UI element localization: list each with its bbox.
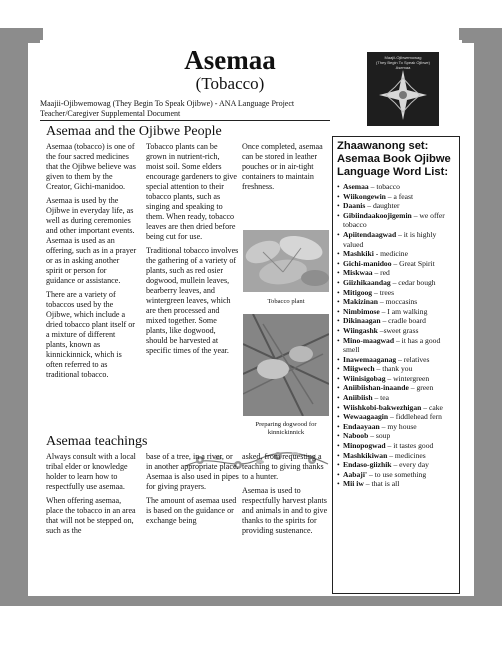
ojibwe-word: Endaayaan <box>343 421 380 431</box>
frame-bottom-edge <box>28 596 474 606</box>
ojibwe-word: Wewaagaagin <box>343 412 389 422</box>
cover-line: (They Begin To Speak Ojibwe) <box>376 60 430 65</box>
ojibwe-word: Naboob <box>343 431 369 441</box>
paragraph: There are a variety of tobaccos used by the Ojibwe, which include a dried tobacco plant itself or a mixture of different plants, known as kinnickinnick, which is often referred to as traditional tobacco. <box>46 290 135 379</box>
ojibwe-word: Wiinisigobag <box>343 373 386 383</box>
paragraph: asked, from requesting a teaching to giving thanks to a hunter. <box>242 452 324 481</box>
paragraph: When offering asemaa, place the tobacco in an area that will not be stepped on, such as the <box>46 496 136 535</box>
word-list-item <box>337 364 457 374</box>
ojibwe-word: Giizhikaandag <box>343 277 391 287</box>
word-list-box <box>332 136 460 594</box>
cover-line: Maajii-Ojibwemowag <box>384 55 422 60</box>
word-meaning: – my house <box>379 421 417 431</box>
word-meaning: – tea <box>372 393 390 403</box>
text-column <box>46 142 137 384</box>
word-meaning: – cradle board <box>380 316 426 326</box>
ojibwe-word: Endaso-giizhik <box>343 460 392 470</box>
word-meaning: - medicine <box>373 249 408 259</box>
dogwood-photo <box>243 314 329 416</box>
word-list-item <box>337 297 457 307</box>
word-list-item <box>337 470 457 480</box>
word-meaning: – fiddlehead fern <box>388 412 442 422</box>
word-meaning: – green <box>408 383 434 393</box>
cover-line: Asemaa <box>395 65 411 70</box>
word-list-item <box>337 460 457 470</box>
word-list-item <box>337 278 457 288</box>
word-list-item <box>337 431 457 441</box>
word-meaning: – every day <box>391 460 429 470</box>
word-meaning: – moccasins <box>378 297 418 307</box>
ojibwe-word: Aabaji' <box>343 469 368 479</box>
ojibwe-word: Mitigoog <box>343 287 373 297</box>
ojibwe-word: Nimbimose <box>343 306 380 316</box>
paragraph: The amount of asemaa used is based on the guidance or exchange being <box>146 496 237 525</box>
ojibwe-word: Dikinaagan <box>343 316 381 326</box>
ojibwe-word: Minopogwad <box>343 441 386 451</box>
word-list <box>337 182 457 489</box>
star-icon <box>377 68 429 122</box>
paragraph: Tobacco plants can be grown in nutrient-rich, moist soil. Some elders encourage gardeners to give special attention to their tobacco plants, such as singing and speaking to them. When ready, tobacco leaves are then dried before being cut for use. <box>146 142 238 241</box>
ojibwe-word: Wiishkobi-bakwezhigan <box>343 402 422 412</box>
word-meaning: – daughter <box>365 201 400 211</box>
word-list-item <box>337 451 457 461</box>
word-meaning: – relatives <box>396 354 430 364</box>
document-page <box>40 40 462 596</box>
frame-left <box>0 28 28 620</box>
text-column <box>242 142 330 196</box>
word-meaning: – it has a good smell <box>343 335 441 355</box>
word-list-item <box>337 230 457 249</box>
ojibwe-word: Inawemaaganag <box>343 354 397 364</box>
word-meaning: – soup <box>368 431 391 441</box>
word-list-item <box>337 479 457 489</box>
ojibwe-word: Gibiindaakoojigemin <box>343 210 412 220</box>
page-title: Asemaa <box>184 45 276 75</box>
word-meaning: – I am walking <box>379 306 428 316</box>
word-meaning: – medicines <box>387 450 426 460</box>
frame-bottom <box>0 606 502 650</box>
word-meaning: – it is highly valued <box>343 229 437 249</box>
word-meaning: – red <box>372 268 390 278</box>
ojibwe-word: Daanis <box>343 201 366 211</box>
text-column <box>242 452 330 540</box>
hands-branches-icon <box>243 314 329 416</box>
word-list-title: Zhaawanong set: Asemaa Book Ojibwe Language Word List: <box>337 140 451 178</box>
word-meaning: – cake <box>421 402 443 412</box>
book-cover-image <box>367 52 439 126</box>
word-list-item <box>337 201 457 211</box>
text-column <box>146 452 239 530</box>
ojibwe-word: Asemaa <box>343 182 369 191</box>
word-list-item <box>337 211 457 230</box>
ojibwe-word: Apiitendaagwad <box>343 229 397 239</box>
word-list-item <box>337 249 457 259</box>
word-list-item <box>337 355 457 365</box>
word-meaning: – tobacco <box>368 182 400 191</box>
word-meaning: – cedar bough <box>390 277 436 287</box>
tobacco-plant-photo <box>243 230 329 292</box>
word-list-item <box>337 374 457 384</box>
word-list-item <box>337 422 457 432</box>
plant-leaves-icon <box>243 230 329 292</box>
ojibwe-word: Wiikongewin <box>343 191 386 201</box>
paragraph: Traditional tobacco involves the gathering of a variety of plants, such as red osier dogwood, mullein leaves, bearberry leaves, and wintergreen leaves, which are then processed and mixed together. Some plants, like dogwood, should be harvested at specific times of the year. <box>146 246 239 355</box>
ojibwe-word: Gichi-manidoo <box>343 258 392 268</box>
word-list-item <box>337 441 457 451</box>
ojibwe-word: Mashkikiwan <box>343 450 388 460</box>
ojibwe-word: Aniibiish <box>343 393 373 403</box>
word-list-item <box>337 403 457 413</box>
ojibwe-word: Makizinan <box>343 297 379 307</box>
word-list-item <box>337 259 457 269</box>
word-meaning: – that is all <box>363 479 400 489</box>
paragraph: Asemaa (tobacco) is one of the four sacred medicines that the Ojibwe believe was given to them by the Creator, Gichi-manidoo. <box>46 142 136 191</box>
word-meaning: – it tastes good <box>385 441 434 451</box>
word-meaning: – wintergreen <box>385 373 430 383</box>
word-list-item <box>337 307 457 317</box>
word-meaning: – to use something <box>367 469 427 479</box>
word-list-item <box>337 316 457 326</box>
word-list-item <box>337 412 457 422</box>
word-meaning: – a feast <box>385 191 414 201</box>
word-meaning: – thank you <box>374 364 413 374</box>
paragraph: Asemaa is used by the Ojibwe in everyday life, as well as during ceremonies and other important events. Asemaa is used as an offering, such as in a prayer or as in asking another spirit or person for guidance or assistance. <box>46 196 137 285</box>
frame-right <box>474 28 502 620</box>
ojibwe-word: Miskwaa <box>343 268 373 278</box>
text-column <box>146 142 239 360</box>
project-info <box>40 99 360 119</box>
page-subtitle: (Tobacco) <box>195 74 265 93</box>
section-heading: Asemaa and the Ojibwe People <box>46 124 222 139</box>
paragraph: Asemaa is used to respectfully harvest plants and animals in and to give thanks to the spirits for providing sustenance. <box>242 486 328 535</box>
word-list-item <box>337 326 457 336</box>
word-meaning: – trees <box>372 287 395 297</box>
word-list-item <box>337 192 457 202</box>
text-column <box>46 452 137 540</box>
ojibwe-word: Miigwech <box>343 364 375 374</box>
ojibwe-word: Mino-maagwad <box>343 335 395 345</box>
word-meaning: –sweet grass <box>377 325 419 335</box>
project-line: Maajii-Ojibwemowag (They Begin To Speak Ojibwe) - ANA Language Project <box>40 99 295 108</box>
ojibwe-word: Mashkiki <box>343 249 374 259</box>
word-meaning: – we offer tobacco <box>343 210 445 230</box>
frame-top <box>0 0 502 28</box>
paragraph: Once completed, asemaa can be stored in leather pouches or in air-tight containers to maintain freshness. <box>242 142 323 191</box>
section-heading: Asemaa teachings <box>46 434 148 449</box>
ojibwe-word: Wiingashk <box>343 325 378 335</box>
section-rule <box>40 120 330 121</box>
word-list-item <box>337 336 457 355</box>
word-list-item <box>337 268 457 278</box>
paragraph: Always consult with a local tribal elder or knowledge holder to learn how to respectfully use asemaa. <box>46 452 136 491</box>
word-list-item <box>337 182 457 192</box>
word-list-item <box>337 393 457 403</box>
ojibwe-word: Aniibiishan-inaande <box>343 383 409 393</box>
photo-caption: Tobacco plant <box>267 298 305 305</box>
photo-caption: Preparing dogwood for kinnickinnick <box>255 421 317 436</box>
project-line: Teacher/Caregiver Supplemental Document <box>40 109 181 118</box>
word-list-item <box>337 383 457 393</box>
word-meaning: – Great Spirit <box>391 258 435 268</box>
word-list-item <box>337 288 457 298</box>
ojibwe-word: Mii iw <box>343 479 364 489</box>
paragraph: base of a tree, in a river, or in another appropriate place. Asemaa is also used in pipes for giving prayers. <box>146 452 239 491</box>
